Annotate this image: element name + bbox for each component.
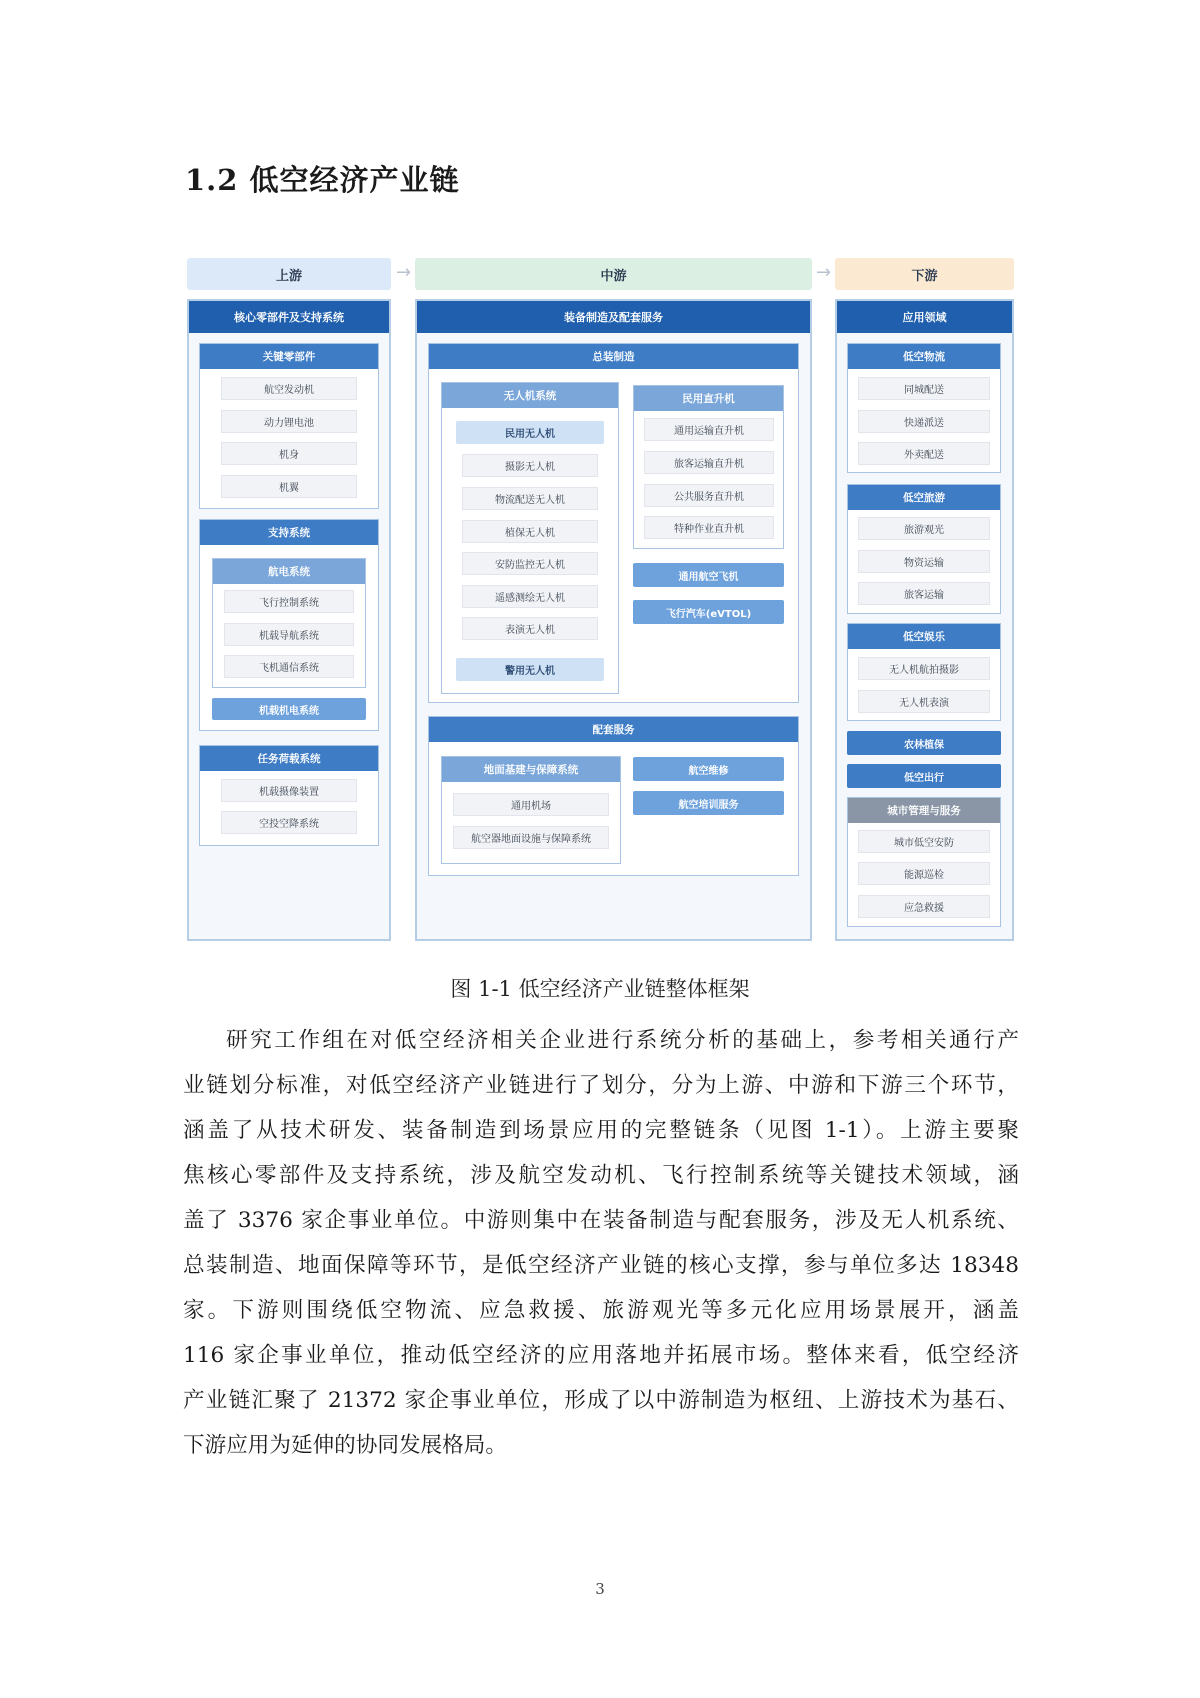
ground-infra-title: 地面基建与保障系统 xyxy=(442,757,620,782)
logistics-title: 低空物流 xyxy=(848,344,1000,369)
key-parts-title: 关键零部件 xyxy=(200,344,378,369)
paragraph-line: 总装制造、地面保障等环节，是低空经济产业链的核心支撑，参与单位多达 18348 xyxy=(183,1253,1019,1278)
entertainment-title: 低空娱乐 xyxy=(848,624,1000,649)
list-item: 安防监控无人机 xyxy=(462,552,598,575)
list-item: 空投空降系统 xyxy=(221,811,357,834)
stage-arrow-icon: → xyxy=(396,262,412,283)
list-item: 无人机航拍摄影 xyxy=(858,657,990,680)
figure-caption: 图 1-1 低空经济产业链整体框架 xyxy=(450,977,750,1001)
upstream-header: 核心零部件及支持系统 xyxy=(189,301,389,333)
stage-downstream: 下游 xyxy=(835,258,1014,290)
paragraph-line: 家。下游则围绕低空物流、应急救援、旅游观光等多元化应用场景展开，涵盖 xyxy=(183,1298,1019,1323)
list-item: 快递派送 xyxy=(858,410,990,433)
list-item: 植保无人机 xyxy=(462,520,598,543)
evtol-pill: 飞行汽车(eVTOL) xyxy=(633,600,784,624)
list-item: 外卖配送 xyxy=(858,442,990,465)
assembly-title: 总装制造 xyxy=(429,344,798,369)
list-item: 城市低空安防 xyxy=(858,830,990,853)
tourism-title: 低空旅游 xyxy=(848,485,1000,510)
list-item: 表演无人机 xyxy=(462,617,598,640)
list-item: 应急救援 xyxy=(858,895,990,918)
paragraph-line: 116 家企事业单位，推动低空经济的应用落地并拓展市场。整体来看，低空经济 xyxy=(183,1343,1019,1368)
list-item: 飞机通信系统 xyxy=(224,655,354,678)
paragraph-line: 研究工作组在对低空经济相关企业进行系统分析的基础上，参考相关通行产 xyxy=(226,1028,1019,1053)
list-item: 航空发动机 xyxy=(221,377,357,400)
agri-pill: 农林植保 xyxy=(847,731,1001,755)
list-item: 机载摄像装置 xyxy=(221,779,357,802)
city-services-title: 城市管理与服务 xyxy=(848,798,1000,823)
paragraph-line: 下游应用为延伸的协同发展格局。 xyxy=(183,1433,507,1458)
list-item: 同城配送 xyxy=(858,377,990,400)
civil-helicopter-title: 民用直升机 xyxy=(634,386,783,411)
page-number: 3 xyxy=(595,1580,605,1598)
stage-arrow-icon: → xyxy=(816,262,832,283)
payload-title: 任务荷载系统 xyxy=(200,746,378,771)
section-title: 1.2 低空经济产业链 xyxy=(185,163,460,197)
list-item: 航空器地面设施与保障系统 xyxy=(453,826,609,849)
body-paragraph xyxy=(183,1018,1019,1468)
paragraph-line: 产业链汇聚了 21372 家企事业单位，形成了以中游制造为枢纽、上游技术为基石、 xyxy=(183,1388,1019,1413)
civil-uav-pill: 民用无人机 xyxy=(456,421,604,444)
list-item: 摄影无人机 xyxy=(462,454,598,477)
list-item: 旅游观光 xyxy=(858,517,990,540)
uav-system-title: 无人机系统 xyxy=(442,383,618,408)
list-item: 物资运输 xyxy=(858,550,990,573)
paragraph-line: 业链划分标准，对低空经济产业链进行了划分，分为上游、中游和下游三个环节， xyxy=(183,1073,1019,1098)
electromech-pill: 机载机电系统 xyxy=(212,698,366,720)
list-item: 遥感测绘无人机 xyxy=(462,585,598,608)
list-item: 动力锂电池 xyxy=(221,410,357,433)
paragraph-line: 焦核心零部件及支持系统，涉及航空发动机、飞行控制系统等关键技术领域，涵 xyxy=(183,1163,1019,1188)
support-systems-title: 支持系统 xyxy=(200,520,378,545)
list-item: 旅客运输 xyxy=(858,582,990,605)
list-item: 机载导航系统 xyxy=(224,623,354,646)
stage-upstream: 上游 xyxy=(187,258,391,290)
list-item: 机身 xyxy=(221,442,357,465)
general-aircraft-pill: 通用航空飞机 xyxy=(633,563,784,587)
list-item: 公共服务直升机 xyxy=(644,484,774,507)
maintenance-pill: 航空维修 xyxy=(633,757,784,781)
list-item: 物流配送无人机 xyxy=(462,487,598,510)
police-uav-pill: 警用无人机 xyxy=(456,658,604,681)
list-item: 能源巡检 xyxy=(858,862,990,885)
paragraph-line: 涵盖了从技术研发、装备制造到场景应用的完整链条（见图 1-1）。上游主要聚 xyxy=(183,1118,1019,1143)
downstream-header: 应用领域 xyxy=(837,301,1012,333)
list-item: 特种作业直升机 xyxy=(644,516,774,539)
stage-midstream: 中游 xyxy=(415,258,812,290)
services-title: 配套服务 xyxy=(429,717,798,742)
travel-pill: 低空出行 xyxy=(847,764,1001,788)
list-item: 无人机表演 xyxy=(858,690,990,713)
list-item: 飞行控制系统 xyxy=(224,590,354,613)
list-item: 机翼 xyxy=(221,475,357,498)
midstream-header: 装备制造及配套服务 xyxy=(417,301,810,333)
list-item: 旅客运输直升机 xyxy=(644,451,774,474)
paragraph-line: 盖了 3376 家企事业单位。中游则集中在装备制造与配套服务，涉及无人机系统、 xyxy=(183,1208,1019,1233)
list-item: 通用机场 xyxy=(453,793,609,816)
list-item: 通用运输直升机 xyxy=(644,418,774,441)
training-pill: 航空培训服务 xyxy=(633,791,784,815)
avionics-title: 航电系统 xyxy=(213,559,365,584)
